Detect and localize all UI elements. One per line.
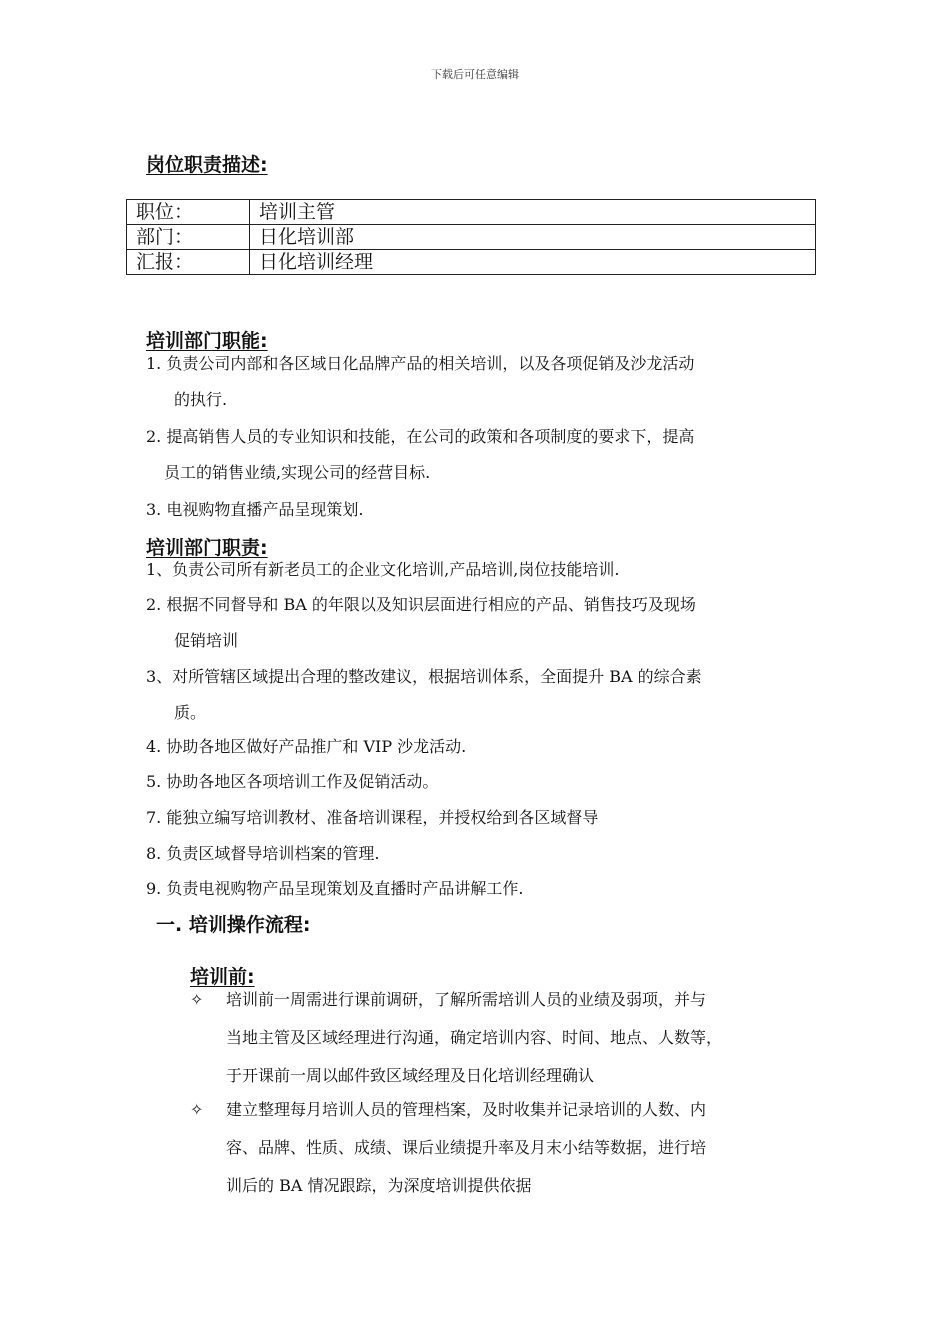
header-note: 下载后可任意编辑 [431, 68, 519, 81]
duty-item [146, 836, 826, 872]
diamond-bullet-icon: ✧ [190, 990, 204, 1009]
item-line: 2. 提高销售人员的专业知识和技能，在公司的政策和各项制度的要求下，提高 [146, 427, 695, 446]
function-item [146, 346, 826, 418]
item-line-cont: 的执行. [174, 390, 228, 409]
page-title: 岗位职责描述: [146, 154, 268, 176]
department-value: 日化培训部 [250, 225, 816, 250]
table-row [127, 250, 816, 275]
position-info-table [126, 199, 816, 275]
item-line-cont: 促销培训 [174, 631, 239, 650]
item-line: 1. 负责公司内部和各区域日化品牌产品的相关培训，以及各项促销及沙龙活动 [146, 354, 695, 373]
department-label: 部门： [127, 225, 250, 250]
bullet-line: 建立整理每月培训人员的管理档案，及时收集并记录培训的人数、内 [226, 1100, 707, 1119]
item-line: 8. 负责区域督导培训档案的管理. [146, 844, 380, 863]
bullet-line: 当地主管及区域经理进行沟通，确定培训内容、时间、地点、人数等， [226, 1028, 723, 1047]
function-item [146, 419, 826, 491]
item-line: 3. 电视购物直播产品呈现策划. [146, 500, 364, 519]
item-line: 5. 协助各地区各项培训工作及促销活动。 [146, 772, 439, 791]
bullet-item [190, 1091, 830, 1205]
table-row [127, 200, 816, 225]
item-line: 1、负责公司所有新老员工的企业文化培训,产品培训,岗位技能培训. [146, 560, 620, 579]
bullet-item [190, 981, 830, 1095]
duty-item [146, 587, 826, 659]
item-line: 4. 协助各地区做好产品推广和 VIP 沙龙活动. [146, 737, 467, 756]
bullet-line: 容、品牌、性质、成绩、课后业绩提升率及月末小结等数据，进行培 [226, 1138, 707, 1157]
position-label: 职位： [127, 200, 250, 225]
duty-item [146, 800, 826, 836]
duties-heading: 培训部门职责: [146, 537, 268, 559]
process-heading: 一. 培训操作流程: [156, 914, 311, 936]
bullet-line: 于开课前一周以邮件致区域经理及日化培训经理确认 [226, 1066, 595, 1085]
item-line: 7. 能独立编写培训教材、准备培训课程，并授权给到各区域督导 [146, 808, 599, 827]
duty-item [146, 871, 826, 907]
duty-item [146, 729, 826, 765]
position-value: 培训主管 [250, 200, 816, 225]
item-line-cont: 员工的销售业绩,实现公司的经营目标. [164, 463, 431, 482]
item-line: 2. 根据不同督导和 BA 的年限以及知识层面进行相应的产品、销售技巧及现场 [146, 595, 696, 614]
duty-item [146, 659, 826, 731]
pre-training-heading: 培训前: [190, 966, 255, 988]
item-line: 9. 负责电视购物产品呈现策划及直播时产品讲解工作. [146, 879, 524, 898]
duty-item [146, 764, 826, 800]
bullet-line: 训后的 BA 情况跟踪，为深度培训提供依据 [226, 1176, 532, 1195]
bullet-line: 培训前一周需进行课前调研，了解所需培训人员的业绩及弱项，并与 [226, 990, 707, 1009]
table-row [127, 225, 816, 250]
report-to-value: 日化培训经理 [250, 250, 816, 275]
item-line-cont: 质。 [174, 703, 207, 722]
function-item [146, 492, 826, 528]
diamond-bullet-icon: ✧ [190, 1100, 204, 1119]
duty-item [146, 552, 826, 588]
item-line: 3、对所管辖区域提出合理的整改建议，根据培训体系，全面提升 BA 的综合素 [146, 667, 702, 686]
report-to-label: 汇报： [127, 250, 250, 275]
functions-heading: 培训部门职能: [146, 330, 268, 352]
